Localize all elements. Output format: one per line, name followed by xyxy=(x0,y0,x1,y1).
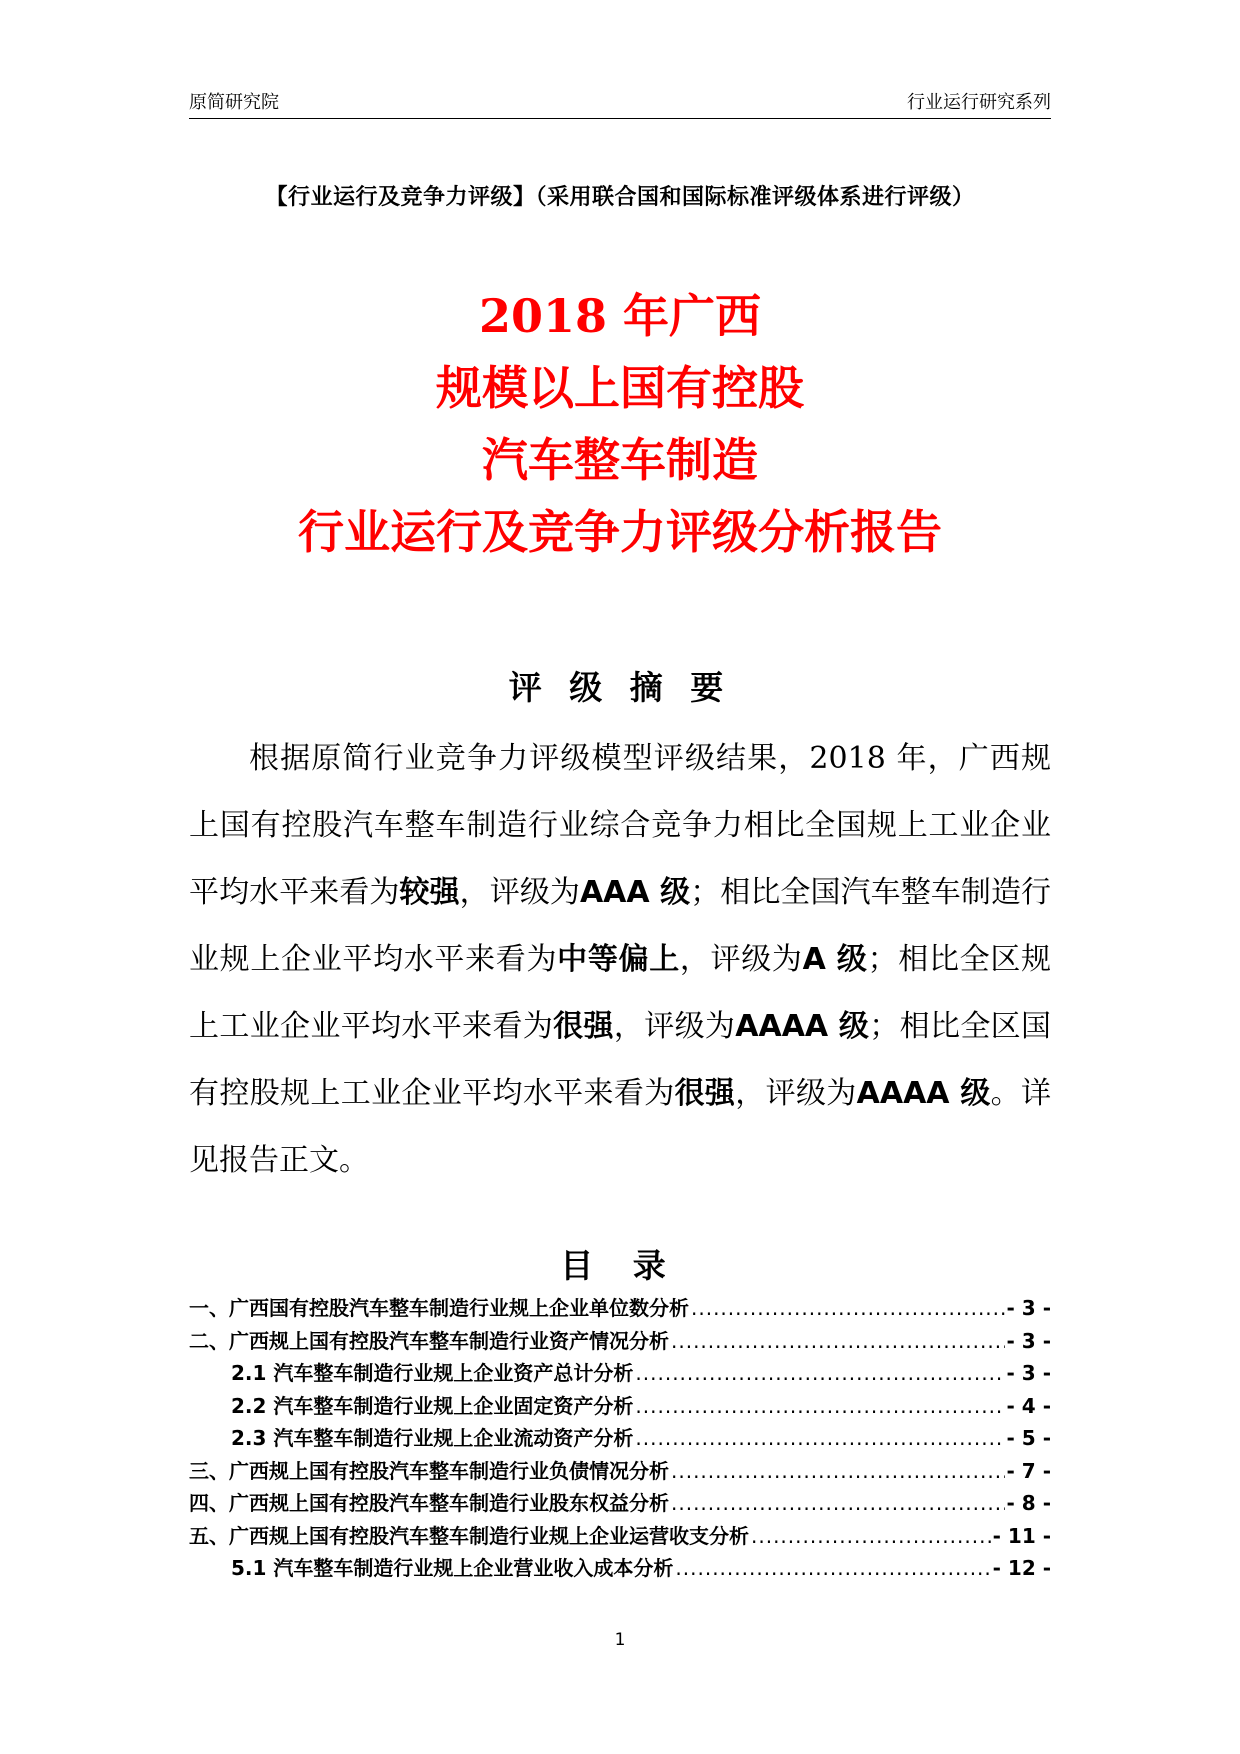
header-org: 原简研究院 xyxy=(189,92,279,113)
toc-entry[interactable] xyxy=(189,1520,1051,1553)
toc-entry-title: 一、广西国有控股汽车整车制造行业规上企业单位数分析 xyxy=(189,1296,689,1320)
toc-entry-page: - 8 - xyxy=(1006,1491,1051,1515)
toc-leader xyxy=(751,1524,991,1548)
summary-text: ，评级为 xyxy=(613,1009,736,1044)
toc-entry-title: 2.2 汽车整车制造行业规上企业固定资产分析 xyxy=(231,1393,634,1418)
summary-text: ；相比全国汽车整车制造行业规上企业平均水平来看为 xyxy=(189,875,1052,977)
title-line-3: 汽车整车制造 xyxy=(482,433,758,487)
toc-leader xyxy=(671,1459,1005,1483)
toc-leader xyxy=(671,1329,1005,1353)
toc-entry[interactable] xyxy=(189,1455,1051,1488)
abstract-heading: 评 级 摘 要 xyxy=(508,668,732,707)
toc-entry-page: - 4 - xyxy=(1006,1393,1051,1418)
page-header xyxy=(189,84,1051,119)
summary-rating-grade: AAA 级 xyxy=(579,875,691,910)
toc-entry-page: - 11 - xyxy=(992,1523,1051,1548)
summary-text: ；相比全区规上工业企业平均水平来看为 xyxy=(189,942,1052,1044)
toc-subentry[interactable] xyxy=(189,1552,1051,1585)
toc-entry-page: - 12 - xyxy=(992,1556,1051,1580)
report-title xyxy=(0,280,1240,568)
toc-leader xyxy=(635,1361,1004,1385)
rating-summary xyxy=(189,725,1051,1194)
summary-rating-term: 很强 xyxy=(674,1076,736,1111)
summary-rating-grade: AAAA 级 xyxy=(856,1076,991,1111)
header-series: 行业运行研究系列 xyxy=(907,92,1051,113)
toc-subentry[interactable] xyxy=(189,1422,1051,1455)
toc-entry-page: - 3 - xyxy=(1006,1361,1051,1385)
toc-leader xyxy=(635,1426,1004,1450)
summary-rating-term: 中等偏上 xyxy=(557,942,680,977)
summary-rating-term: 很强 xyxy=(553,1009,614,1044)
summary-text: ，评级为 xyxy=(735,1076,857,1111)
report-tagline: 【行业运行及竞争力评级】（采用联合国和国际标准评级体系进行评级） xyxy=(265,185,975,210)
toc-entry-title: 2.3 汽车整车制造行业规上企业流动资产分析 xyxy=(231,1426,634,1450)
toc-leader xyxy=(675,1556,990,1580)
toc-entry-title: 三、广西规上国有控股汽车整车制造行业负债情况分析 xyxy=(189,1458,669,1483)
summary-text: 根据原简行业竞争力评级模型评级结果，2018 年，广西规上国有控股汽车整车制造行业综合竞争力相比全国规上工业企业平均水平来看为 xyxy=(189,741,1051,910)
title-line-1: 2018 年广西 xyxy=(478,289,762,343)
summary-rating-term: 较强 xyxy=(399,875,460,910)
toc-leader xyxy=(691,1296,1005,1320)
toc-subentry[interactable] xyxy=(189,1357,1051,1390)
toc-leader xyxy=(635,1394,1004,1418)
summary-rating-grade: A 级 xyxy=(802,942,868,977)
summary-text: ；相比全区国有控股规上工业企业平均水平来看为 xyxy=(189,1009,1052,1111)
toc-entry-title: 2.1 汽车整车制造行业规上企业资产总计分析 xyxy=(231,1361,634,1385)
summary-text: 。详见报告正文。 xyxy=(189,1076,1052,1178)
toc-entry[interactable] xyxy=(189,1325,1051,1358)
toc-entry[interactable] xyxy=(189,1292,1051,1325)
toc-entry-page: - 3 - xyxy=(1006,1328,1051,1353)
toc-entry[interactable] xyxy=(189,1487,1051,1520)
toc-entry-title: 五、广西规上国有控股汽车整车制造行业规上企业运营收支分析 xyxy=(189,1523,749,1548)
toc-entry-page: - 3 - xyxy=(1006,1296,1051,1320)
toc-heading: 目 录 xyxy=(560,1246,680,1285)
toc-entry-page: - 7 - xyxy=(1006,1458,1051,1483)
summary-rating-grade: AAAA 级 xyxy=(735,1009,870,1044)
toc-entry-title: 四、广西规上国有控股汽车整车制造行业股东权益分析 xyxy=(189,1491,669,1515)
toc-leader xyxy=(671,1491,1005,1515)
summary-text: ，评级为 xyxy=(679,942,803,977)
table-of-contents xyxy=(189,1292,1051,1585)
page-number: 1 xyxy=(614,1630,626,1650)
summary-text: ，评级为 xyxy=(459,875,580,910)
toc-entry-title: 二、广西规上国有控股汽车整车制造行业资产情况分析 xyxy=(189,1328,669,1353)
toc-entry-page: - 5 - xyxy=(1006,1426,1051,1450)
title-line-2: 规模以上国有控股 xyxy=(436,361,804,415)
toc-subentry[interactable] xyxy=(189,1390,1051,1423)
toc-entry-title: 5.1 汽车整车制造行业规上企业营业收入成本分析 xyxy=(231,1556,674,1580)
title-line-4: 行业运行及竞争力评级分析报告 xyxy=(298,505,942,559)
